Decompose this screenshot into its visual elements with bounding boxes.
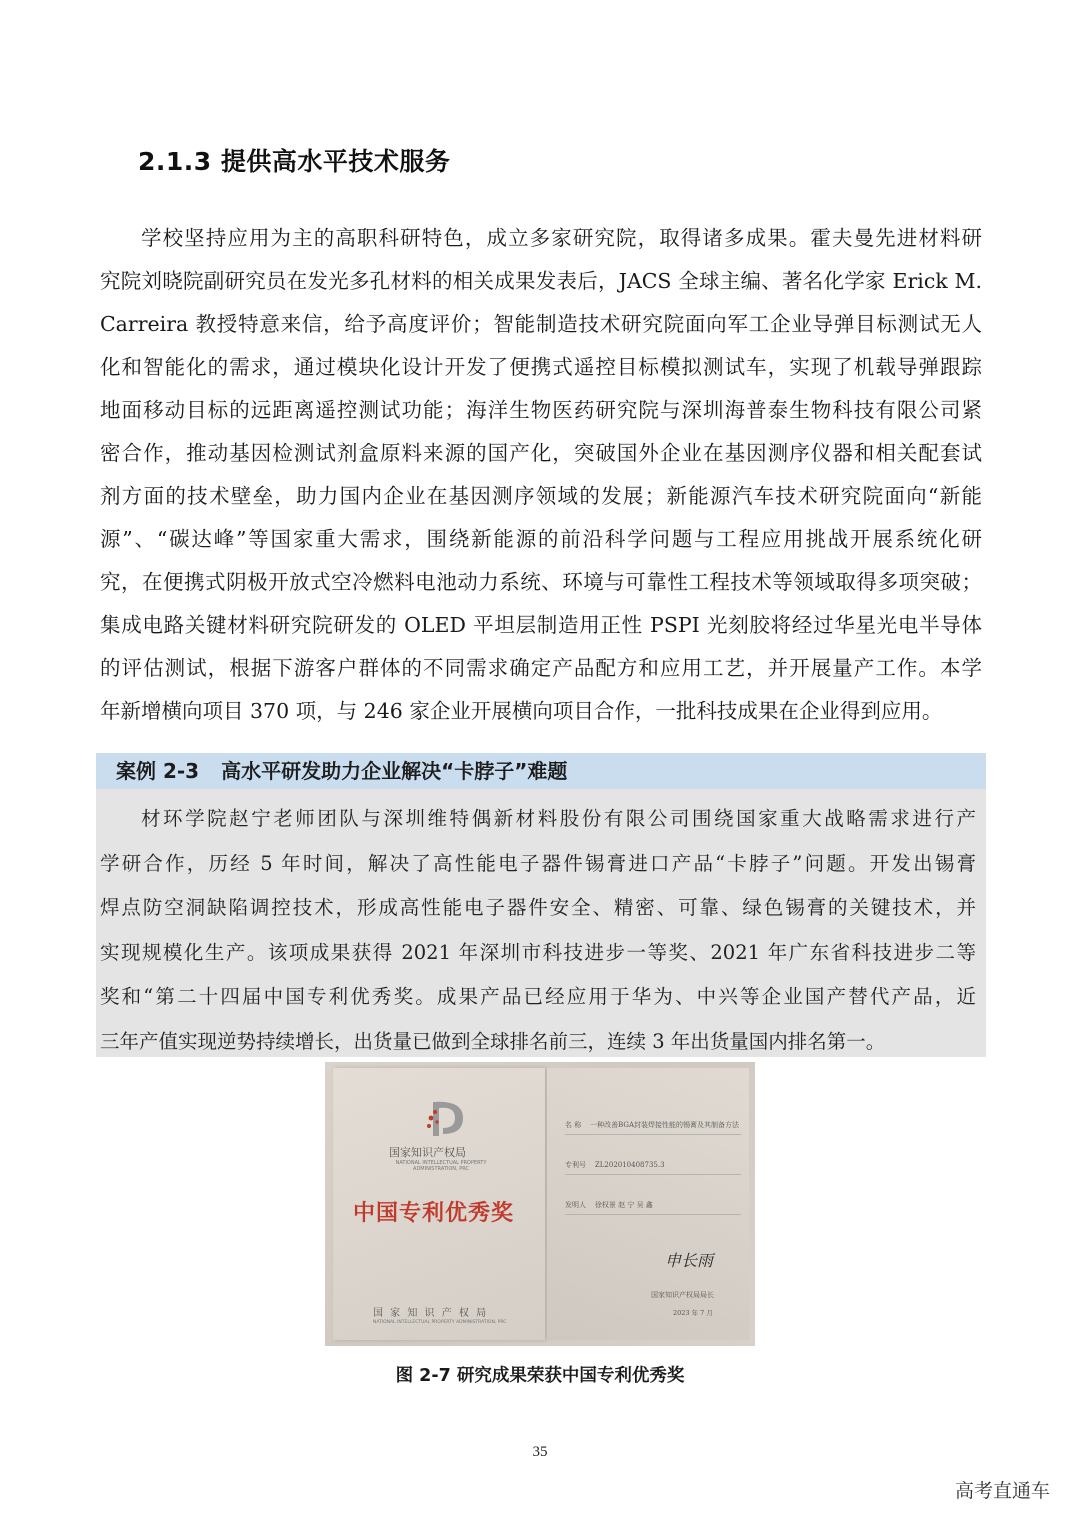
watermark: 高考直通车	[954, 1480, 1050, 1502]
agency-name-en: NATIONAL INTELLECTUAL PROPERTY ADMINISTRATION, PRC	[395, 1160, 487, 1172]
body-line: 学校坚持应用为主的高职科研特色，成立多家研究院，取得诸多成果。霍夫曼先进材料研	[141, 226, 982, 250]
section-heading: 2.1.3 提供高水平技术服务	[138, 147, 451, 176]
body-line: 源”、“碳达峰”等国家重大需求，围绕新能源的前沿科学问题与工程应用挑战开展系统化研	[100, 527, 982, 551]
body-paragraph	[100, 217, 982, 733]
certificate-photo	[325, 1062, 755, 1346]
certificate-date: 2023 年 7 月	[673, 1309, 713, 1317]
body-line: 究，在便携式阴极开放式空冷燃料电池动力系统、环境与可靠性工程技术等领域取得多项突破；	[100, 570, 982, 594]
case-line: 学研合作，历经 5 年时间，解决了高性能电子器件锡膏进口产品“卡脖子”问题。开发出锡膏	[100, 851, 976, 875]
signatory-title: 国家知识产权局局长	[651, 1291, 714, 1299]
body-line: 集成电路关键材料研究院研发的 OLED 平坦层制造用正性 PSPI 光刻胶将经过华星光电半导体	[100, 613, 982, 637]
case-line: 材环学院赵宁老师团队与深圳维特偶新材料股份有限公司围绕国家重大战略需求进行产	[141, 807, 976, 830]
case-study-title: 高水平研发助力企业解决“卡脖子”难题	[221, 759, 568, 783]
case-line: 焊点防空洞缺陷调控技术，形成高性能电子器件安全、精密、可靠、绿色锡膏的关键技术，并	[100, 896, 976, 919]
body-line: 地面移动目标的远距离遥控测试功能；海洋生物医药研究院与深圳海普泰生物科技有限公司紧	[100, 398, 982, 422]
page-number: 35	[532, 1444, 548, 1460]
signature: 申长雨	[665, 1251, 714, 1270]
body-line: Carreira 教授特意来信，给予高度评价；智能制造技术研究院面向军工企业导弹目标测试无人	[100, 312, 982, 336]
figure-caption: 图 2-7 研究成果荣获中国专利优秀奖	[395, 1366, 685, 1386]
agency-name: 国家知识产权局	[389, 1146, 466, 1159]
cnipa-emblem-icon	[425, 1096, 473, 1140]
body-line: 密合作，推动基因检测试剂盒原料来源的国产化，突破国外企业在基因测序仪器和相关配套试	[100, 441, 982, 465]
body-line: 年新增横向项目 370 项，与 246 家企业开展横向项目合作，一批科技成果在企业得到应用。	[100, 699, 943, 723]
case-study-body	[96, 789, 986, 1064]
case-line: 三年产值实现逆势持续增长，出货量已做到全球排名前三，连续 3 年出货量国内排名第一。	[100, 1029, 886, 1053]
case-line: 实现规模化生产。该项成果获得 2021 年深圳市科技进步一等奖、2021 年广东省科技进步二等	[100, 940, 976, 964]
field-label: 专利号	[565, 1161, 586, 1169]
issuer-name: 国 家 知 识 产 权 局	[373, 1308, 489, 1319]
certificate-field-inventors	[565, 1200, 653, 1210]
field-value: ZL202010408735.3	[594, 1161, 665, 1169]
case-line: 奖和“第二十四届中国专利优秀奖。成果产品已经应用于华为、中兴等企业国产替代产品，近	[100, 985, 976, 1008]
field-label: 发明人	[565, 1201, 586, 1209]
body-line: 究院刘晓院副研究员在发光多孔材料的相关成果发表后，JACS 全球主编、著名化学家 Erick M.	[100, 269, 982, 293]
field-label: 名 称	[565, 1121, 582, 1129]
certificate-field-patent	[565, 1160, 665, 1170]
body-line: 剂方面的技术壁垒，助力国内企业在基因测序领域的发展；新能源汽车技术研究院面向“新能	[100, 484, 982, 508]
field-value: 一种改善BGA封装焊接性能的锡膏及其制备方法	[590, 1121, 740, 1129]
issuer-name-en: NATIONAL INTELLECTUAL PROPERTY ADMINISTRATION, PRC	[373, 1320, 507, 1325]
case-study-box	[96, 753, 986, 1057]
body-line: 化和智能化的需求，通过模块化设计开发了便携式遥控目标模拟测试车，实现了机载导弹跟踪	[100, 355, 982, 379]
certificate-field-title	[565, 1120, 739, 1130]
field-value: 徐权景 赵 宁 吴 鑫	[594, 1201, 653, 1209]
case-study-header	[96, 753, 986, 789]
body-line: 的评估测试，根据下游客户群体的不同需求确定产品配方和应用工艺，并开展量产工作。本学	[100, 656, 982, 680]
certificate-left-page	[333, 1068, 545, 1340]
case-study-label: 案例 2-3	[116, 759, 200, 783]
award-title: 中国专利优秀奖	[353, 1201, 515, 1226]
